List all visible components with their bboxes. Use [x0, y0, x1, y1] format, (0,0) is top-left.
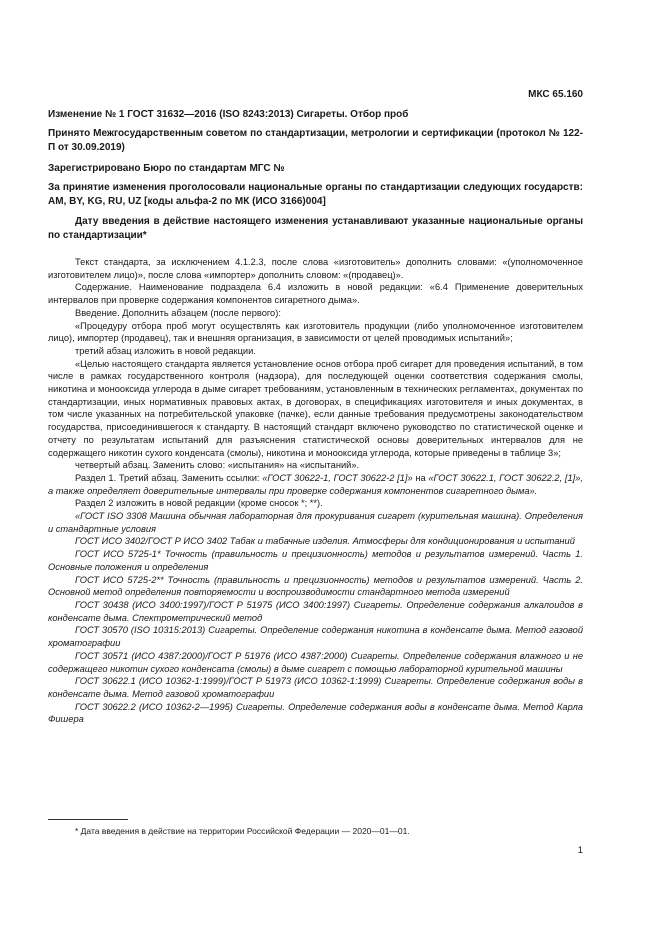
reference-entry: ГОСТ 30622.1 (ИСО 10362-1:1999)/ГОСТ Р 51973 (ИСО 10362-1:1999) Сигареты. Определение содержания воды в конденсате дыма. Метод газовой хроматографии: [48, 676, 583, 699]
classification-code: МКС 65.160: [528, 89, 583, 100]
registered-statement: Зарегистрировано Бюро по стандартам МГС №: [48, 163, 285, 174]
paragraph: Раздел 2 изложить в новой редакции (кроме сносок *; **).: [75, 498, 323, 509]
page-number: 1: [577, 845, 583, 856]
paragraph: Содержание. Наименование подраздела 6.4 изложить в новой редакции: «6.4 Применение доверительных интервалов при проверке содержания компонентов сигаретного дыма».: [48, 282, 583, 306]
reference-entry: ГОСТ ИСО 3402/ГОСТ Р ИСО 3402 Табак и табачные изделия. Атмосферы для кондиционирования и испытаний: [75, 536, 575, 547]
reference-entry: ГОСТ 30571 (ИСО 4387:2000)/ГОСТ Р 51976 (ИСО 4387:2000) Сигареты. Определение содержания влажного и не содержащего никотин сухого конденсата (смолы) в дыме сигарет с помощью лабораторной курительной машины: [48, 650, 583, 674]
footnote-divider: [48, 819, 128, 820]
reference-entry: ГОСТ 30622.2 (ИСО 10362-2—1995) Сигареты. Определение содержания воды в конденсате дымa. Метод Карла Фишера: [48, 701, 583, 725]
paragraph: третий абзац изложить в новой редакции.: [75, 345, 256, 356]
text-run: Раздел 1. Третий абзац. Заменить ссылки:: [75, 472, 263, 483]
text-run-italic: «ГОСТ 30622.1, ГОСТ 30622.2, [1]», а также определяет доверительные интервалы при проверке содержания компонентов сигаретного дыма».: [48, 472, 583, 496]
reference-entry: ГОСТ ИСО 5725-2** Точность (правильность и прецизионность) методов и результатов измерений. Часть 2. Основной метод определения повторяемости и воспроизводимости стандартного метода измерений: [48, 574, 583, 598]
quoted-paragraph: «Целью настоящего стандарта является установление основ отбора проб сигарет для проведения испытаний, в том числе в рамках государственного контроля (надзора), для последующей оценки соответствия содержания смолы, никотина и монооксида углерода в дыме сигарет требованиям, установленным в технических регламентах, документах по стандартизации, иных нормативных правовых актах, в договорах, в спецификациях изготовителя и иных документах, в том числе указанных на потребительской упаковке (пачке), если данные требования предусмотрены законодательством государства, присоединившегося к стандарту. В настоящий стандарт включено руководство по статистической оценке и отчету по результатам испытаний для разъяснения статистической основы доверительных интервалов для не содержащего никотин сухого конденсата (смолы), никотина и монооксида углерода, которые приведены в таблице 3»;: [48, 358, 583, 458]
reference-entry: ГОСТ 30438 (ИСО 3400:1997)/ГОСТ Р 51975 (ИСО 3400:1997) Сигареты. Определение содержания алкалоидов в конденсате дыма. Спектрометрический метод: [48, 599, 583, 623]
footnote: * Дата введения в действие на территории Российской Федерации — 2020—01—01.: [75, 826, 410, 836]
text-run: на: [412, 472, 429, 483]
effective-date-statement: Дату введения в действие настоящего изменения устанавливают указанные национальные органы по стандартизации*: [48, 216, 583, 241]
adopted-statement: Принято Межгосударственным советом по стандартизации, метрологии и сертификации (протокол № 122-П от 30.09.2019): [48, 128, 583, 153]
quoted-paragraph: «Процедуру отбора проб могут осуществлять как изготовитель продукции (либо уполномоченное изготовителем лицо), импортер (продавец), так и внешняя организация, в зависимости от целей проводимых испытаний»;: [48, 320, 583, 344]
paragraph-section-1: [48, 472, 583, 497]
paragraph: Текст стандарта, за исключением 4.1.2.3, после слова «изготовитель» дополнить словами: «(уполномоченное изготовителем лицо)», после слова «импортер» дополнить словом: «(продавец)».: [48, 257, 583, 280]
reference-entry: ГОСТ ИСО 5725-1* Точность (правильность и прецизионность) методов и результатов измерений. Часть 1. Основные положения и определения: [48, 549, 583, 572]
paragraph: четвертый абзац. Заменить слово: «испытания» на «испытаний».: [75, 460, 360, 471]
text-run-italic: «ГОСТ 30622-1, ГОСТ 30622-2 [1]»: [262, 472, 413, 483]
reference-entry: «ГОСТ ISO 3308 Машина обычная лабораторная для прокуривания сигарет (курительная машина). Определения и стандартные условия: [48, 511, 583, 534]
paragraph: Введение. Дополнить абзацем (после первого):: [75, 307, 281, 318]
voted-statement: За принятие изменения проголосовали национальные органы по стандартизации следующих государств: AM, BY, KG, RU, UZ [коды альфа-2 по МК (ИСО 3166)004]: [48, 182, 583, 207]
amendment-title: Изменение № 1 ГОСТ 31632—2016 (ISO 8243:2013) Сигареты. Отбор проб: [48, 109, 409, 120]
reference-entry: ГОСТ 30570 (ISO 10315:2013) Сигареты. Определение содержания никотина в конденсате дыма. Метод газовой хроматографии: [48, 625, 583, 649]
amendment-body: [48, 256, 583, 726]
